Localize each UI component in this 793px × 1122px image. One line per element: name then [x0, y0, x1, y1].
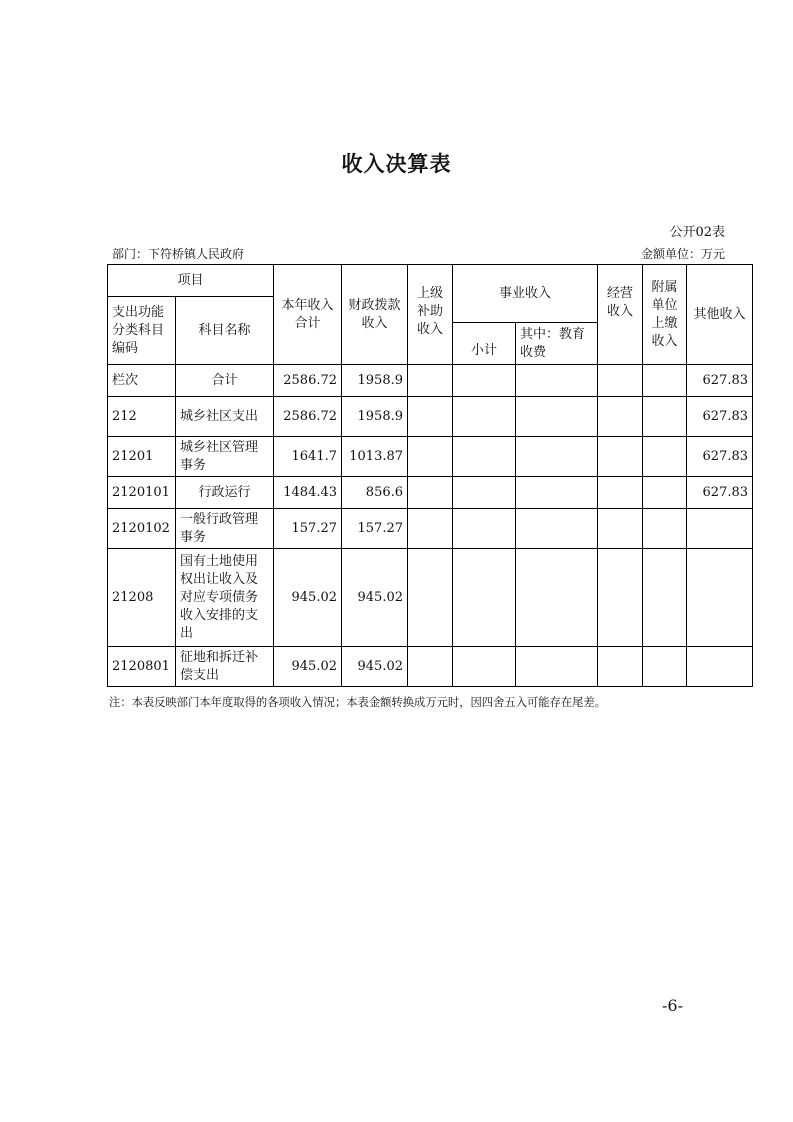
header-institution: 事业收入: [453, 265, 598, 323]
row-operating: [598, 647, 643, 687]
row-total: 2586.72: [274, 365, 342, 397]
row-subtotal: [453, 509, 516, 549]
row-fiscal: 1013.87: [342, 437, 408, 477]
row-other: 627.83: [687, 477, 753, 509]
row-operating: [598, 549, 643, 647]
header-code: 支出功能分类科目编码: [108, 297, 176, 365]
page-number: -6-: [662, 996, 683, 1015]
row-code: 212: [108, 397, 176, 437]
row-superior: [408, 437, 453, 477]
form-number: 公开02表: [669, 225, 725, 240]
page-title: 收入决算表: [341, 152, 452, 176]
table-row: [108, 477, 753, 509]
row-superior: [408, 549, 453, 647]
table-row: [108, 397, 753, 437]
row-education: [516, 549, 598, 647]
row-code: 栏次: [108, 365, 176, 397]
header-fiscal: 财政拨款收入: [342, 265, 408, 365]
row-superior: [408, 509, 453, 549]
header-name: 科目名称: [176, 297, 274, 365]
row-total: 945.02: [274, 647, 342, 687]
row-subtotal: [453, 549, 516, 647]
row-affiliated: [643, 477, 687, 509]
header-education: 其中：教育收费: [516, 323, 598, 365]
row-name: 行政运行: [176, 477, 274, 509]
row-operating: [598, 437, 643, 477]
header-other: 其他收入: [687, 265, 753, 365]
unit-label: 金额单位：万元: [640, 247, 725, 261]
row-total: 2586.72: [274, 397, 342, 437]
row-other: 627.83: [687, 397, 753, 437]
row-operating: [598, 477, 643, 509]
row-education: [516, 365, 598, 397]
row-name: 城乡社区管理事务: [176, 437, 274, 477]
table-row: [108, 437, 753, 477]
row-subtotal: [453, 437, 516, 477]
row-affiliated: [643, 549, 687, 647]
row-superior: [408, 365, 453, 397]
row-code: 2120101: [108, 477, 176, 509]
row-education: [516, 647, 598, 687]
row-affiliated: [643, 647, 687, 687]
row-fiscal: 856.6: [342, 477, 408, 509]
row-affiliated: [643, 397, 687, 437]
row-total: 1484.43: [274, 477, 342, 509]
row-fiscal: 1958.9: [342, 365, 408, 397]
row-subtotal: [453, 397, 516, 437]
row-fiscal: 945.02: [342, 647, 408, 687]
row-superior: [408, 477, 453, 509]
row-code: 2120102: [108, 509, 176, 549]
row-code: 21208: [108, 549, 176, 647]
row-name: 征地和拆迁补偿支出: [176, 647, 274, 687]
row-name: 国有土地使用权出让收入及对应专项债务收入安排的支出: [176, 549, 274, 647]
header-total: 本年收入合计: [274, 265, 342, 365]
row-education: [516, 437, 598, 477]
row-affiliated: [643, 437, 687, 477]
row-fiscal: 157.27: [342, 509, 408, 549]
row-code: 21201: [108, 437, 176, 477]
row-name: 城乡社区支出: [176, 397, 274, 437]
table-row: [108, 509, 753, 549]
row-affiliated: [643, 365, 687, 397]
row-other: [687, 647, 753, 687]
header-superior: 上级补助收入: [408, 265, 453, 365]
row-fiscal: 945.02: [342, 549, 408, 647]
header-item: 项目: [108, 265, 274, 297]
row-affiliated: [643, 509, 687, 549]
row-superior: [408, 397, 453, 437]
row-total: 945.02: [274, 549, 342, 647]
row-operating: [598, 509, 643, 549]
header-subtotal: 小计: [453, 323, 516, 365]
header-operating: 经营收入: [598, 265, 643, 365]
row-other: [687, 549, 753, 647]
department-label: 部门：下符桥镇人民政府: [112, 247, 245, 261]
table-note: 注：本表反映部门本年度取得的各项收入情况；本表金额转换成万元时，因四舍五入可能存在尾差。: [109, 696, 607, 709]
row-name: 合计: [176, 365, 274, 397]
row-superior: [408, 647, 453, 687]
row-education: [516, 509, 598, 549]
row-name: 一般行政管理事务: [176, 509, 274, 549]
row-subtotal: [453, 477, 516, 509]
row-other: [687, 509, 753, 549]
row-education: [516, 397, 598, 437]
row-education: [516, 477, 598, 509]
row-operating: [598, 397, 643, 437]
header-affiliated: 附属单位上缴收入: [643, 265, 687, 365]
row-total: 157.27: [274, 509, 342, 549]
row-operating: [598, 365, 643, 397]
income-table: [107, 264, 753, 687]
row-fiscal: 1958.9: [342, 397, 408, 437]
table-row: [108, 365, 753, 397]
row-code: 2120801: [108, 647, 176, 687]
table-row: [108, 647, 753, 687]
row-total: 1641.7: [274, 437, 342, 477]
row-subtotal: [453, 647, 516, 687]
row-subtotal: [453, 365, 516, 397]
row-other: 627.83: [687, 365, 753, 397]
row-other: 627.83: [687, 437, 753, 477]
table-row: [108, 549, 753, 647]
